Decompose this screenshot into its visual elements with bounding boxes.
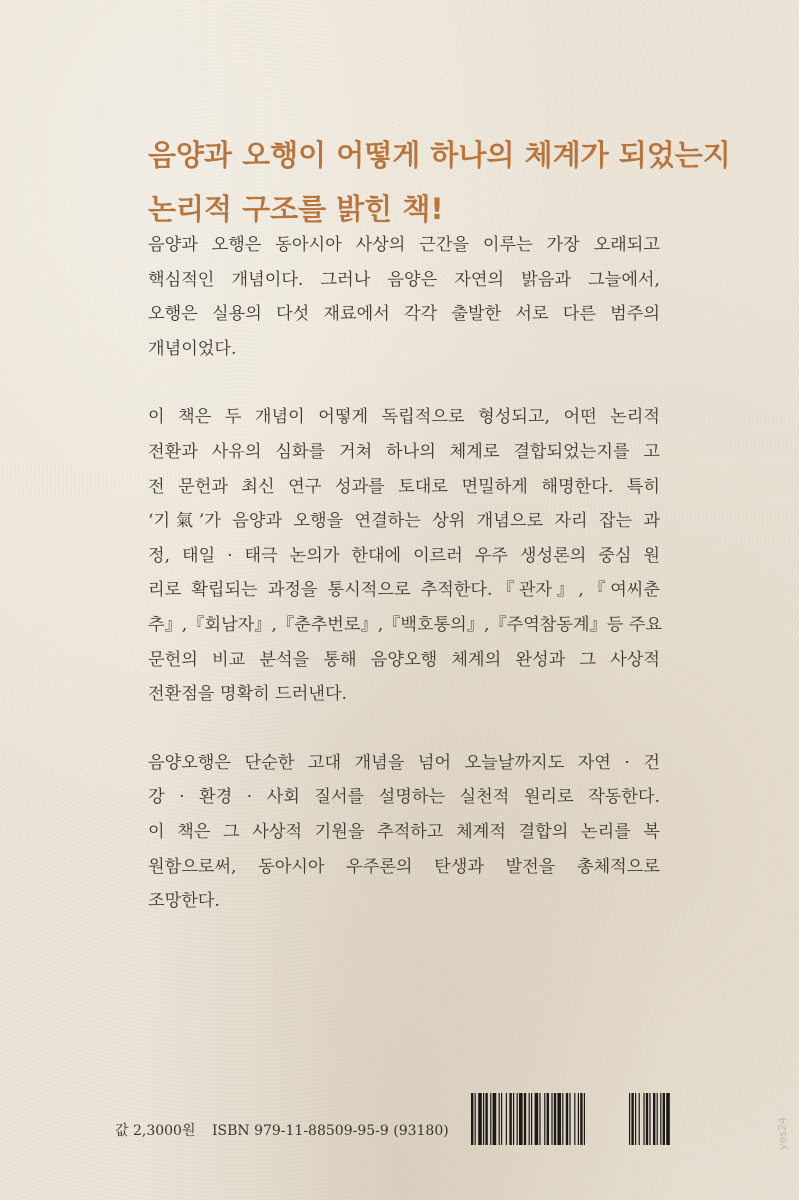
barcode-addon-bar: [666, 1093, 670, 1145]
barcode-bar: [513, 1093, 514, 1145]
paragraph-line: 문헌의 비교 분석을 통해 음양오행 체계의 완성과 그 사상적: [148, 649, 660, 670]
headline-line-2: 논리적 구조를 밝힌 책!: [148, 192, 444, 226]
paragraph-line: 리로 확립되는 과정을 통시적으로 추적한다.『관자』,『여씨춘: [148, 580, 660, 601]
barcode-bar: [499, 1093, 500, 1145]
price-isbn-line: [115, 1120, 461, 1140]
description-body: [148, 228, 663, 953]
paragraph-1: [148, 228, 660, 366]
isbn-barcode: [471, 1093, 691, 1145]
barcode-bar: [490, 1093, 491, 1145]
barcode-bar: [531, 1093, 532, 1145]
barcode-bar: [529, 1093, 530, 1145]
barcode-bar: [566, 1093, 568, 1145]
barcode-addon-bar: [649, 1093, 650, 1145]
barcode-bar: [584, 1093, 585, 1145]
barcode-bar: [509, 1093, 511, 1145]
barcode-bar: [506, 1093, 507, 1145]
paragraph-line: 원함으로써, 동아시아 우주론의 탄생과 발전을 총체적으로: [148, 856, 660, 877]
paragraph-line: 오행은 실용의 다섯 재료에서 각각 출발한 서로 다른 범주의: [148, 304, 660, 325]
barcode-bar: [578, 1093, 579, 1145]
barcode-bar: [483, 1093, 484, 1145]
paragraph-line: 이 책은 그 사상적 기원을 추적하고 체계적 결합의 논리를 복: [148, 821, 660, 842]
barcode-bar: [569, 1093, 570, 1145]
paragraph-line: 개념이었다.: [148, 338, 237, 359]
barcode-addon-bar: [629, 1093, 630, 1145]
paragraph-3: [148, 746, 660, 919]
barcode-bar: [493, 1093, 497, 1145]
barcode-addon-bar: [639, 1093, 640, 1145]
paragraph-line: 정, 태일 · 태극 논의가 한대에 이르러 우주 생성론의 중심 원: [148, 545, 660, 566]
barcode-bar: [475, 1093, 476, 1145]
price-label: 값 2,3000원: [115, 1123, 196, 1139]
paragraph-line: ‘기氣’가 음양과 오행을 연결하는 상위 개념으로 자리 잡는 과: [148, 511, 660, 532]
paragraph-line: 핵심적인 개념이다. 그러나 음양은 자연의 밝음과 그늘에서,: [148, 269, 660, 290]
barcode-graphic: [471, 1093, 691, 1145]
barcode-bar: [544, 1093, 545, 1145]
headline: [148, 128, 731, 236]
barcode-bar: [557, 1093, 561, 1145]
barcode-bar: [471, 1093, 473, 1145]
barcode-addon-bar: [657, 1093, 658, 1145]
barcode-bar: [485, 1093, 487, 1145]
barcode-bar: [524, 1093, 526, 1145]
paragraph-line: 강 · 환경 · 사회 질서를 설명하는 실천적 원리로 작동한다.: [148, 787, 660, 808]
barcode-addon-bar: [646, 1093, 648, 1145]
barcode-bar: [562, 1093, 563, 1145]
paragraph-line: 조망한다.: [148, 891, 220, 912]
barcode-bar: [580, 1093, 582, 1145]
barcode-bar: [551, 1093, 552, 1145]
paragraph-line: 추』,『회남자』,『춘추번로』,『백호통의』,『주역참동계』등 주요: [148, 614, 663, 635]
barcode-bar: [501, 1093, 502, 1145]
barcode-addon-bar: [663, 1093, 665, 1145]
barcode-bar: [547, 1093, 549, 1145]
headline-line-1: 음양과 오행이 어떻게 하나의 체계가 되었는지: [148, 138, 731, 172]
barcode-bar: [539, 1093, 540, 1145]
barcode-bar: [519, 1093, 523, 1145]
paragraph-2: [148, 400, 663, 711]
barcode-bar: [535, 1093, 539, 1145]
barcode-bar: [478, 1093, 482, 1145]
paragraph-line: 전환과 사유의 심화를 거쳐 하나의 체계로 결합되었는지를 고: [148, 441, 660, 462]
paragraph-line: 음양과 오행은 동아시아 사상의 근간을 이루는 가장 오래되고: [148, 235, 660, 255]
yes24-watermark: yes24: [776, 1116, 789, 1150]
paragraph-line: 이 책은 두 개념이 어떻게 독립적으로 형성되고, 어떤 논리적: [148, 407, 660, 428]
isbn-label: ISBN 979-11-88509-95-9 (93180): [211, 1123, 449, 1139]
barcode-bar: [574, 1093, 575, 1145]
barcode-addon-bar: [643, 1093, 644, 1145]
barcode-addon-bar: [631, 1093, 633, 1145]
barcode-addon-bar: [653, 1093, 655, 1145]
barcode-addon-bar: [660, 1093, 661, 1145]
paragraph-line: 전 문헌과 최신 연구 성과를 토대로 면밀하게 해명한다. 특히: [148, 476, 660, 497]
paragraph-line: 음양오행은 단순한 고대 개념을 넘어 오늘날까지도 자연 · 건: [148, 752, 660, 773]
barcode-addon-bar: [635, 1093, 636, 1145]
paragraph-line: 전환점을 명확히 드러낸다.: [148, 684, 348, 705]
barcode-bar: [554, 1093, 556, 1145]
barcode-bar: [517, 1093, 518, 1145]
